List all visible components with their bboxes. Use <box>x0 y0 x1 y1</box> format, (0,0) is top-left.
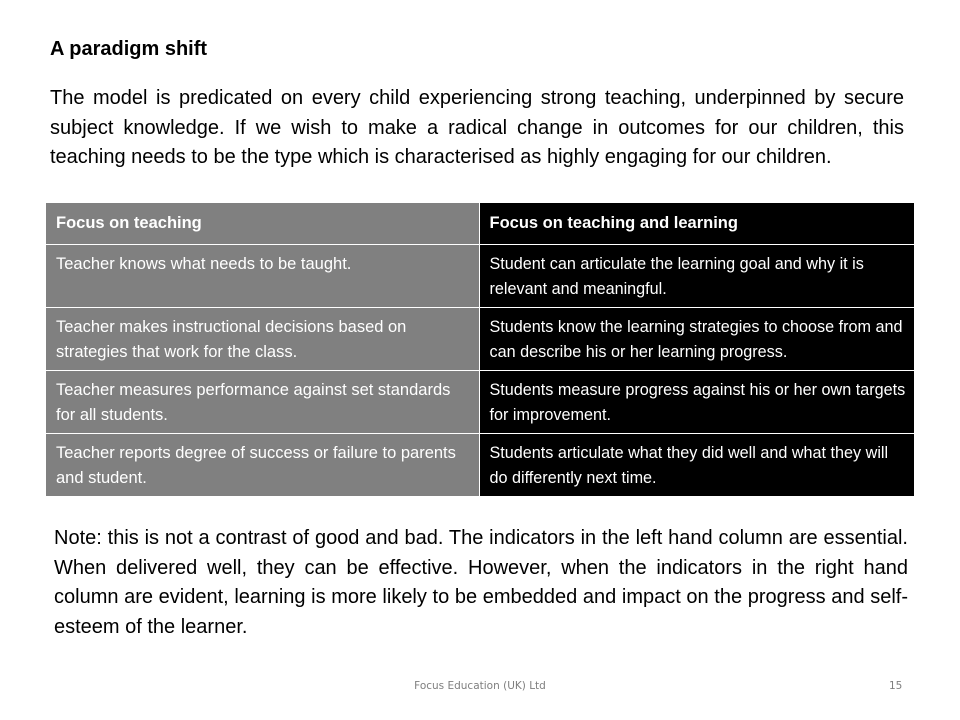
intro-paragraph: The model is predicated on every child experiencing strong teaching, underpinned by secure subject knowledge. If we wish to make a radical change in outcomes for our children, this teaching needs to be the type which is characterised as highly engaging for our children. <box>50 87 904 168</box>
teaching-cell: Teacher knows what needs to be taught. <box>46 245 479 308</box>
note-paragraph: Note: this is not a contrast of good and bad. The indicators in the left hand column are essential. When delivered well, they can be effective. However, when the indicators in the right hand column are evident, learning is more likely to be embedded and impact on the progress and self-esteem of the learner. <box>54 527 908 638</box>
learning-cell: Students articulate what they did well and what they will do differently next time. <box>479 434 914 497</box>
comparison-table <box>46 203 914 496</box>
table-row <box>46 371 914 434</box>
header-focus-on-teaching: Focus on teaching <box>46 203 479 245</box>
slide-title: A paradigm shift <box>50 38 208 60</box>
teaching-cell: Teacher reports degree of success or failure to parents and student. <box>46 434 479 497</box>
footer-organisation: Focus Education (UK) Ltd <box>414 680 546 692</box>
table-row <box>46 245 914 308</box>
header-focus-on-teaching-and-learning: Focus on teaching and learning <box>479 203 914 245</box>
table-row <box>46 308 914 371</box>
teaching-cell: Teacher measures performance against set standards for all students. <box>46 371 479 434</box>
learning-cell: Students know the learning strategies to choose from and can describe his or her learning progress. <box>479 308 914 371</box>
teaching-cell: Teacher makes instructional decisions based on strategies that work for the class. <box>46 308 479 371</box>
learning-cell: Student can articulate the learning goal and why it is relevant and meaningful. <box>479 245 914 308</box>
page-number: 15 <box>889 680 903 692</box>
table-header-row <box>46 203 914 245</box>
learning-cell: Students measure progress against his or her own targets for improvement. <box>479 371 914 434</box>
table-row <box>46 434 914 497</box>
